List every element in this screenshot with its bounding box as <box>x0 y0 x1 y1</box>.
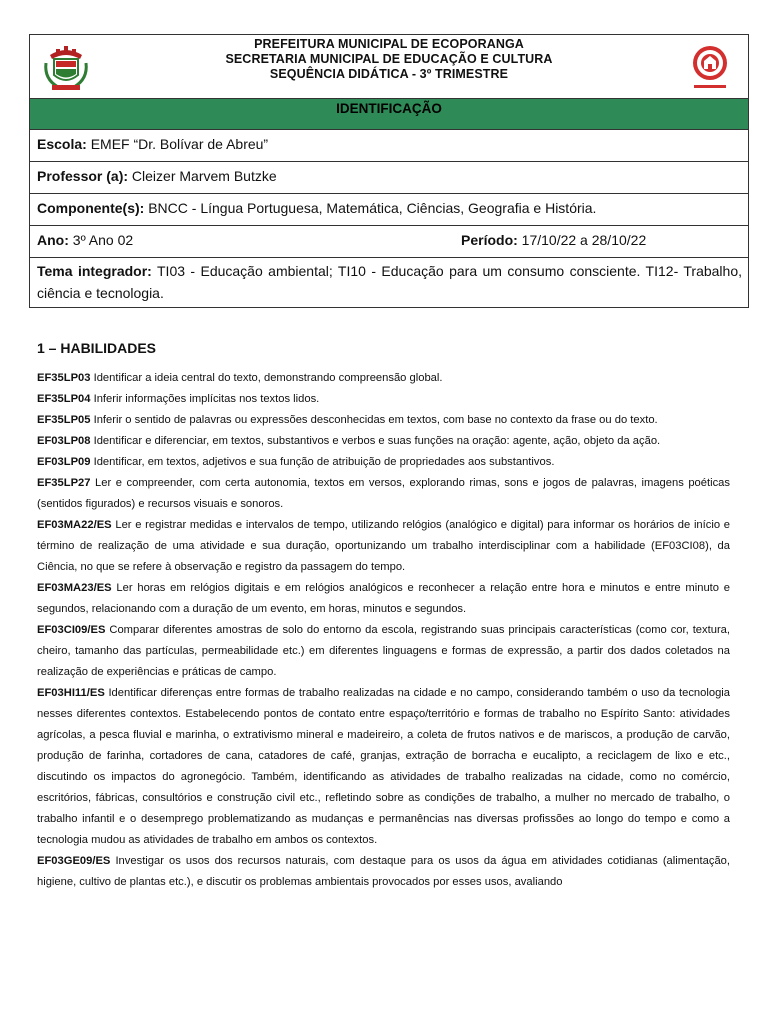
habilidade-code: EF03CI09/ES <box>37 624 106 636</box>
professor-value: Cleizer Marvem Butzke <box>131 168 277 184</box>
periodo-value: 17/10/22 a 28/10/22 <box>521 232 647 248</box>
identification-header-bar <box>30 98 748 130</box>
professor-label: Professor (a): <box>37 168 129 184</box>
habilidade-text: Ler horas em relógios digitais e em relógios analógicos e reconhecer a relação entre hora e minutos e entre minuto e segundos, relacionando com a duração de um evento, em horas, minutos e segundos. <box>37 582 730 615</box>
tema-value: TI03 - Educação ambiental; TI10 - Educação para um consumo consciente. TI12- Trabalho, ciência e tecnologia. <box>37 263 743 301</box>
habilidade-text: Identificar, em textos, adjetivos e sua função de atribuição de propriedades aos substantivos. <box>93 456 555 468</box>
tema-integrador-row <box>30 258 748 309</box>
habilidade-text: Investigar os usos dos recursos naturais, com destaque para os usos da água em atividades cotidianas (alimentação, higiene, cultivo de plantas etc.), e discutir os problemas ambientais provocados por esses usos, avaliando <box>37 855 730 888</box>
habilidade-text: Ler e compreender, com certa autonomia, textos em versos, explorando rimas, sons e jogos de palavras, imagens poéticas (sentidos figurados) e recursos visuais e sonoros. <box>37 477 731 510</box>
habilidade-text: Inferir o sentido de palavras ou expressões desconhecidas em textos, com base no contexto da frase ou do texto. <box>93 414 658 426</box>
habilidade-item <box>37 620 730 683</box>
ano-label: Ano: <box>37 232 69 248</box>
habilidade-item <box>37 578 730 620</box>
habilidade-code: EF03LP09 <box>37 456 91 468</box>
habilidade-item <box>37 368 730 389</box>
habilidade-item <box>37 452 730 473</box>
tema-label: Tema integrador: <box>37 263 152 279</box>
habilidade-code: EF35LP27 <box>37 477 91 489</box>
habilidade-item <box>37 515 730 578</box>
identification-table <box>29 34 749 308</box>
habilidade-code: EF03MA23/ES <box>37 582 112 594</box>
habilidade-text: Comparar diferentes amostras de solo do entorno da escola, registrando suas principais características (como cor, textura, cheiro, tamanho das partículas, permeabilidade etc.) em diferentes linguagens e formas de expressão, a partir dos dados coletados na realização de experiências e práticas de campo. <box>37 624 730 678</box>
habilidade-text: Inferir informações implícitas nos textos lidos. <box>93 393 320 405</box>
habilidade-item <box>37 683 730 851</box>
habilidades-list <box>37 368 730 893</box>
habilidade-code: EF03LP08 <box>37 435 91 447</box>
header-line-2: SECRETARIA MUNICIPAL DE EDUCAÇÃO E CULTURA <box>225 52 553 66</box>
habilidade-text: Identificar diferenças entre formas de trabalho realizadas na cidade e no campo, considerando também o uso da tecnologia nesses diferentes contextos. Estabelecendo pontos de contato entre espaço/território e formas de trabalho no Espírito Santo: atividades agrícolas, a pesca fluvial e marinha, o extrativismo mineral e madeireiro, a coleta de frutos nativos e de mariscos, a produção de carvão, produção de farinha, cortadores de cana, catadores de café, granjas, extração de borracha e eucalipto, a reciclagem de lixo e etc., discutindo os impactos do agronegócio. Também, identificando as atividades de trabalho realizadas na cidade, como no comércio, escritórios, fábricas, consultórios e construção civil etc., refletindo sobre as condições de trabalho, a mulher no mercado de trabalho, o trabalho infantil e o desemprego problematizando as mudanças e permanências nas diversas profissões ao longo do tempo e como a tecnologia mudou as atividades de trabalho em ambos os contextos. <box>37 687 731 846</box>
habilidade-code: EF03GE09/ES <box>37 855 111 867</box>
habilidade-code: EF03HI11/ES <box>37 687 105 699</box>
habilidade-item <box>37 389 730 410</box>
componente-value: BNCC - Língua Portuguesa, Matemática, Ciências, Geografia e História. <box>148 200 597 216</box>
header-line-1: PREFEITURA MUNICIPAL DE ECOPORANGA <box>254 37 524 51</box>
education-department-seal-icon <box>682 41 738 95</box>
habilidade-code: EF35LP04 <box>37 393 91 405</box>
componente-label: Componente(s): <box>37 200 145 216</box>
header-line-3: SEQUÊNCIA DIDÁTICA - 3º TRIMESTRE <box>269 67 509 81</box>
habilidade-item <box>37 410 730 431</box>
habilidade-text: Identificar a ideia central do texto, demonstrando compreensão global. <box>93 372 443 384</box>
document-header <box>30 35 748 98</box>
escola-row <box>30 130 748 162</box>
habilidade-code: EF03MA22/ES <box>37 519 112 531</box>
habilidade-code: EF35LP05 <box>37 414 91 426</box>
habilidade-text: Ler e registrar medidas e intervalos de tempo, utilizando relógios (analógico e digital) para informar os horários de início e término de realização de uma atividade e sua duração, oportunizando um trabalho interdisciplinar com a habilidade (EF03CI08), da Ciência, no que se refere à observação e registro da passagem do tempo. <box>37 519 730 573</box>
habilidade-item <box>37 431 730 452</box>
habilidade-item <box>37 473 730 515</box>
habilidade-code: EF35LP03 <box>37 372 91 384</box>
ano-periodo-row <box>30 226 748 258</box>
header-title-block <box>30 37 748 82</box>
componente-row <box>30 194 748 226</box>
habilidades-section-title: 1 – HABILIDADES <box>37 340 157 356</box>
escola-value: EMEF “Dr. Bolívar de Abreu” <box>90 136 269 152</box>
professor-row <box>30 162 748 194</box>
habilidade-text: Identificar e diferenciar, em textos, substantivos e verbos e suas funções na oração: agente, ação, objeto da ação. <box>93 435 661 447</box>
habilidade-item <box>37 851 730 893</box>
identification-title: IDENTIFICAÇÃO <box>336 101 442 116</box>
periodo-label: Período: <box>461 232 518 248</box>
escola-label: Escola: <box>37 136 87 152</box>
ano-value: 3º Ano 02 <box>72 232 134 248</box>
